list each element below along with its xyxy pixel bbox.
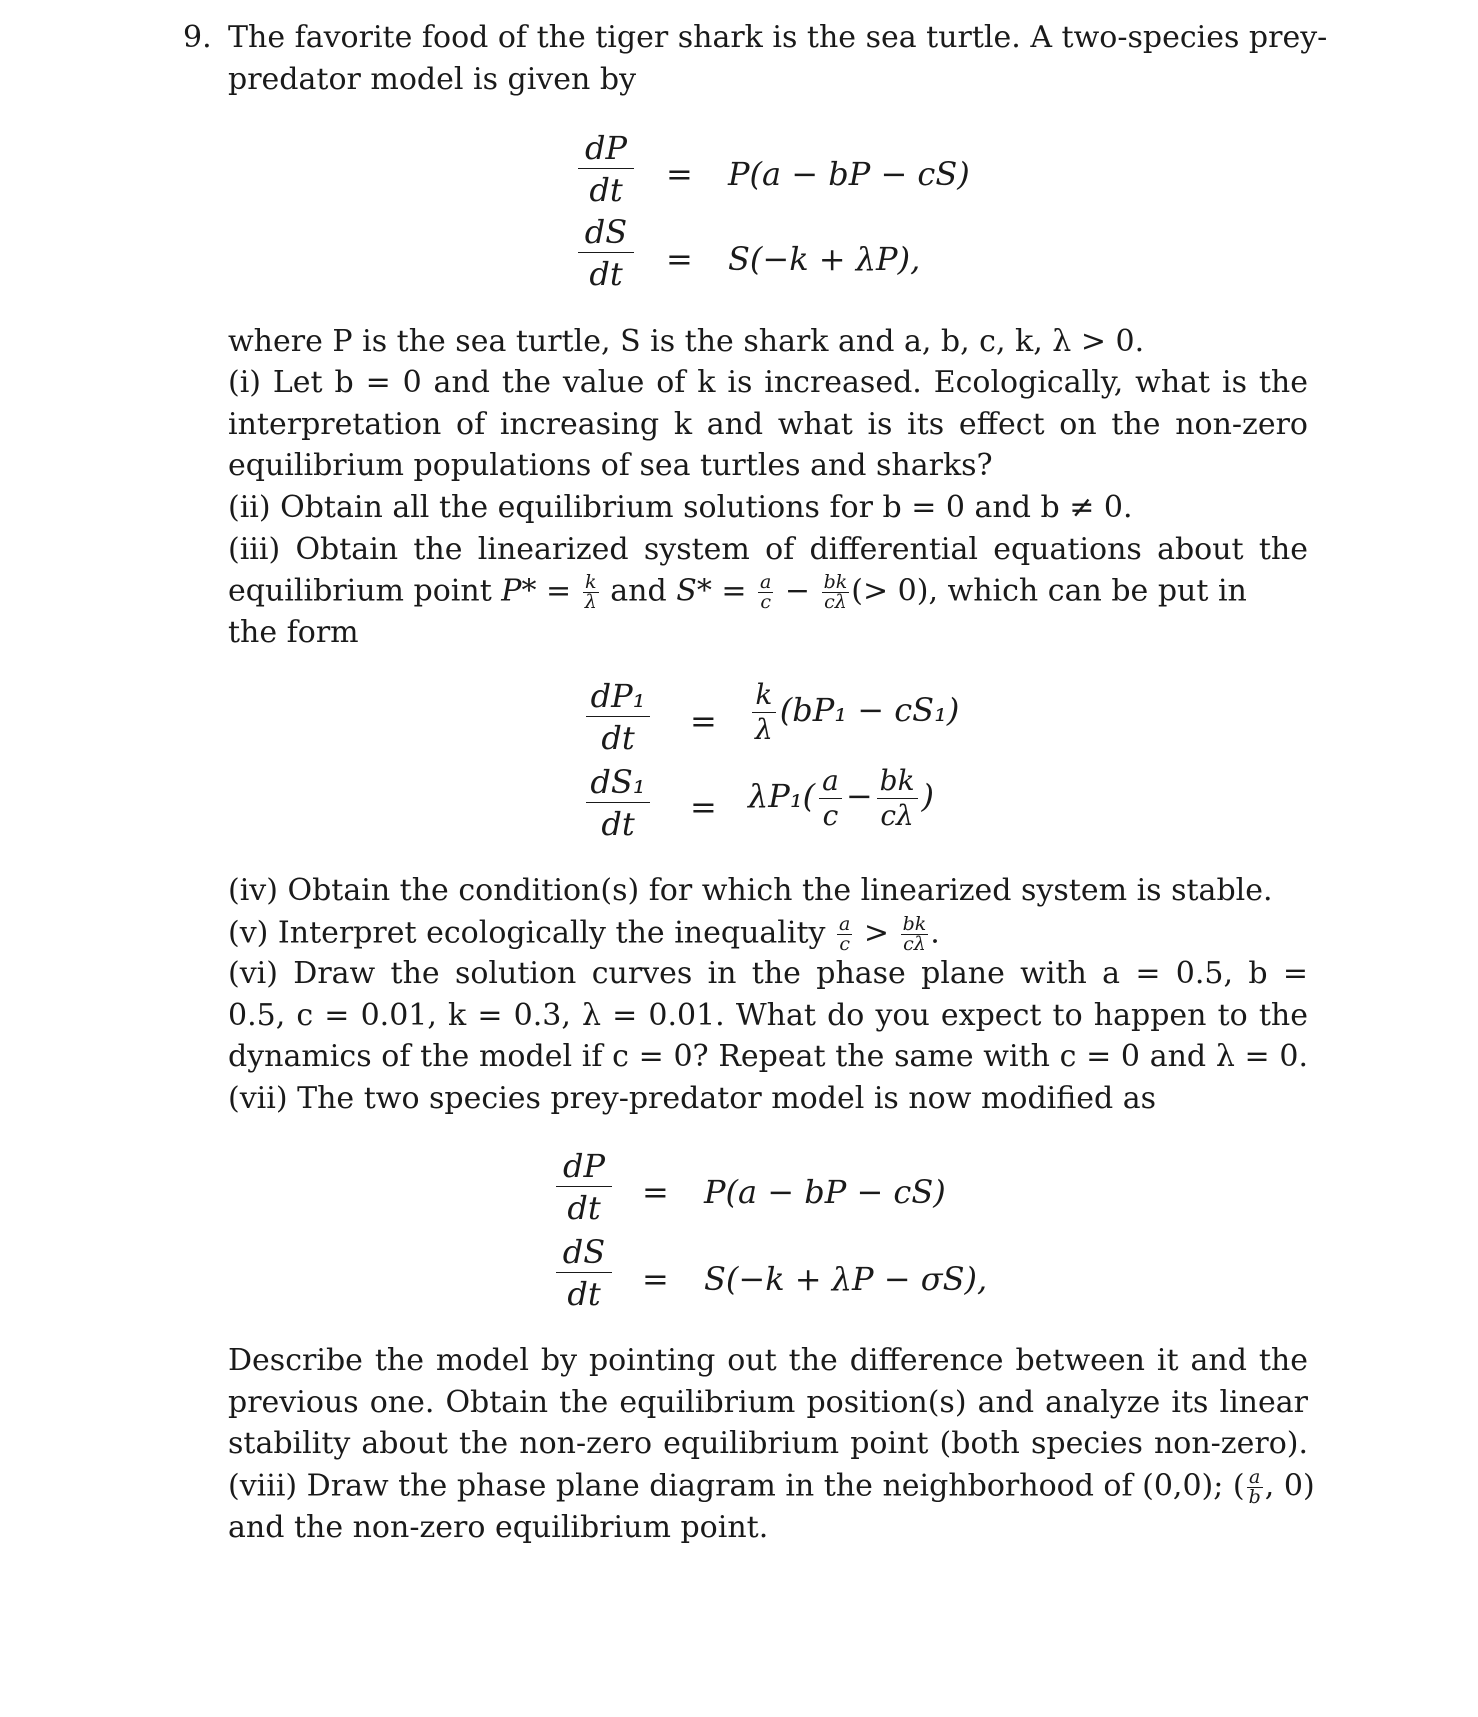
part-iii-line-2: equilibrium point P* = $\frac{k}{\lambda}$ and S* = $\frac{a}{c}$ − $\frac{bk}{c\lambda}$ (> 0), which can be put in [228, 571, 1247, 613]
linear-bk-over-clambda: $\frac{bk}{c\lambda}$ [877, 764, 918, 833]
model1-eq2-derivative: dS dt [578, 212, 634, 295]
question-number: 9. [183, 20, 212, 55]
part-viii-line-1: (viii) Draw the phase plane diagram in the neighborhood of (0,0); ( $\frac{a}{b}$ , 0) [228, 1466, 1315, 1508]
part-viii-line-2: and the non-zero equilibrium point. [228, 1510, 769, 1545]
describe-line-1: Describe the model by pointing out the difference between it and the [228, 1343, 1308, 1378]
model1-eq1-equals: = [666, 155, 693, 193]
describe-line-3: stability about the non-zero equilibrium point (both species non-zero). [228, 1426, 1308, 1461]
s-star-label: S* = [676, 573, 747, 609]
linear-eq2-equals: = [690, 788, 717, 826]
part-vi-line-2: 0.5, c = 0.01, k = 0.3, λ = 0.01. What do you expect to happen to the [228, 998, 1308, 1033]
where-line: where P is the sea turtle, S is the shark and a, b, c, k, λ > 0. [228, 324, 1145, 359]
model2-eq2-derivative: dS dt [556, 1232, 612, 1315]
model2-eq2-rhs: S(−k + λP − σS), [704, 1260, 988, 1298]
part-vi-line-1: (vi) Draw the solution curves in the phase plane with a = 0.5, b = [228, 956, 1308, 991]
linear-a-over-c: $\frac{a}{c}$ [819, 764, 842, 833]
part-ii: (ii) Obtain all the equilibrium solutions for b = 0 and b ≠ 0. [228, 490, 1133, 525]
intro-line-2: predator model is given by [228, 62, 637, 97]
model1-eq2-equals: = [666, 240, 693, 278]
linear-k-over-lambda: $\frac{k}{\lambda}$ [752, 678, 776, 747]
linear-eq2-derivative: dS₁ dt [586, 762, 650, 845]
v-a-over-c: $\frac{a}{c}$ [839, 913, 851, 955]
model1-eq2-rhs: S(−k + λP), [728, 240, 921, 278]
describe-line-2: previous one. Obtain the equilibrium position(s) and analyze its linear [228, 1385, 1308, 1420]
model1-eq1-rhs: P(a − bP − cS) [728, 155, 970, 193]
v-bk-over-clambda: $\frac{bk}{c\lambda}$ [902, 913, 927, 955]
part-v: (v) Interpret ecologically the inequality $\frac{a}{c}$ > $\frac{bk}{c\lambda}$ . [228, 913, 940, 955]
linear-eq1-equals: = [690, 702, 717, 740]
linear-eq1-derivative: dP₁ dt [586, 676, 650, 759]
bk-over-clambda: $\frac{bk}{c\lambda}$ [823, 571, 848, 613]
model1-eq1-derivative: dP dt [578, 128, 634, 211]
a-over-c: $\frac{a}{c}$ [760, 571, 772, 613]
part-iii-line-3: the form [228, 615, 359, 650]
model2-eq1-equals: = [642, 1173, 669, 1211]
model2-eq2-equals: = [642, 1260, 669, 1298]
intro-line-1: The favorite food of the tiger shark is the sea turtle. A two-species prey- [228, 20, 1328, 55]
model2-eq1-derivative: dP dt [556, 1146, 612, 1229]
viii-a-over-b: $\frac{a}{b}$ [1248, 1466, 1261, 1508]
linear-eq2-rhs: λP₁( $\frac{a}{c}$ − $\frac{bk}{c\lambda}$ ) [748, 764, 935, 832]
linear-eq1-rhs: $\frac{k}{\lambda}$ (bP₁ − cS₁) [748, 678, 959, 747]
part-i-line-2: interpretation of increasing k and what is its effect on the non-zero [228, 407, 1308, 442]
part-i-line-1: (i) Let b = 0 and the value of k is increased. Ecologically, what is the [228, 365, 1308, 400]
k-over-lambda: $\frac{k}{\lambda}$ [584, 571, 597, 613]
p-star-label: P* = [501, 573, 572, 609]
part-i-line-3: equilibrium populations of sea turtles and sharks? [228, 448, 993, 483]
model2-eq1-rhs: P(a − bP − cS) [704, 1173, 946, 1211]
part-vii: (vii) The two species prey-predator model is now modified as [228, 1081, 1157, 1116]
part-iii-line-1: (iii) Obtain the linearized system of differential equations about the [228, 532, 1308, 567]
part-iv: (iv) Obtain the condition(s) for which the linearized system is stable. [228, 873, 1273, 908]
part-vi-line-3: dynamics of the model if c = 0? Repeat the same with c = 0 and λ = 0. [228, 1039, 1308, 1074]
